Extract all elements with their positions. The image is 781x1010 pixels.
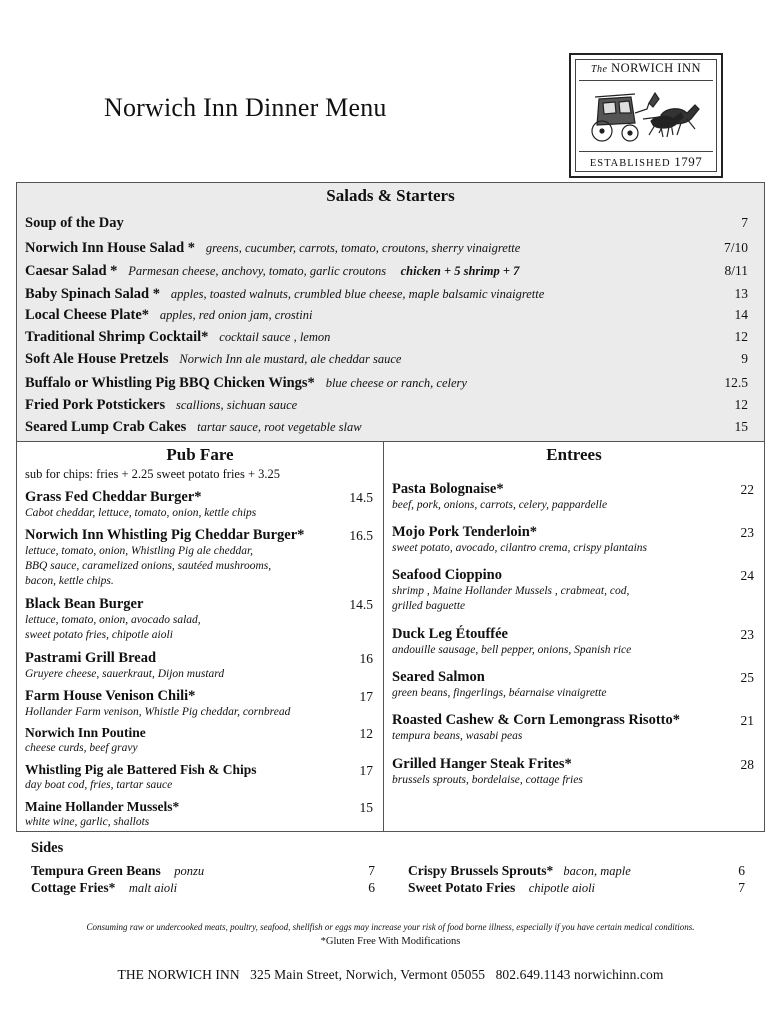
norwich-inn-logo (569, 53, 723, 178)
menu-item: Caesar Salad * Parmesan cheese, anchovy, tomato, garlic croutons chicken + 5 shrimp + 7 8/11 (25, 263, 748, 279)
side-item: Tempura Green Beans ponzu 7 (31, 863, 375, 878)
section-title-sides: Sides (31, 840, 64, 856)
section-title-starters: Salads & Starters (326, 186, 455, 205)
menu-item: Black Bean Burger 14.5 lettuce, tomato, onion, avocado salad, sweet potato fries, chipotle aioli (25, 596, 373, 641)
menu-item: Norwich Inn Whistling Pig Cheddar Burger* 16.5 lettuce, tomato, onion, Whistling Pig ale cheddar, BBQ sauce, caramelized onions, sautéed mushrooms, bacon, kettle chips. (25, 527, 373, 587)
menu-item: Roasted Cashew & Corn Lemongrass Risotto* 21 tempura beans, wasabi peas (392, 712, 754, 742)
side-item: Cottage Fries* malt aioli 6 (31, 880, 375, 895)
menu-item: Local Cheese Plate* apples, red onion jam, crostini 14 (25, 307, 748, 323)
footer-address: THE NORWICH INN 325 Main Street, Norwich, Vermont 05055 802.649.1143 norwichinn.com (117, 967, 664, 982)
menu-item: Maine Hollander Mussels* 15 white wine, garlic, shallots (25, 799, 373, 828)
menu-item: Grilled Hanger Steak Frites* 28 brussels sprouts, bordelaise, cottage fries (392, 756, 754, 786)
menu-item: Farm House Venison Chili* 17 Hollander Farm venison, Whistle Pig cheddar, cornbread (25, 688, 373, 718)
menu-item: Buffalo or Whistling Pig BBQ Chicken Wings* blue cheese or ranch, celery 12.5 (25, 375, 748, 391)
food-safety-disclaimer: Consuming raw or undercooked meats, poultry, seafood, shellfish or eggs may increase your risk of food borne illness, especially if you have certain medical conditions. (86, 922, 695, 932)
pub-fare-column (17, 442, 383, 831)
menu-item: Duck Leg Étouffée 23 andouille sausage, bell pepper, onions, Spanish rice (392, 626, 754, 656)
menu-item: Soft Ale House Pretzels Norwich Inn ale mustard, ale cheddar sauce 9 (25, 351, 748, 367)
chips-substitution: sub for chips: fries + 2.25 sweet potato fries + 3.25 (25, 467, 281, 481)
stagecoach-icon (585, 85, 707, 147)
menu-item: Seared Salmon 25 green beans, fingerlings, béarnaise vinaigrette (392, 669, 754, 699)
section-title-entrees: Entrees (546, 445, 602, 464)
menu-item: Grass Fed Cheddar Burger* 14.5 Cabot cheddar, lettuce, tomato, onion, kettle chips (25, 489, 373, 519)
menu-item: Norwich Inn Poutine 12 cheese curds, beef gravy (25, 725, 373, 754)
salads-starters-section (16, 182, 765, 442)
menu-item: Fried Pork Potstickers scallions, sichuan sauce 12 (25, 397, 748, 413)
menu-item: Pasta Bolognaise* 22 beef, pork, onions, carrots, celery, pappardelle (392, 481, 754, 511)
side-item: Crispy Brussels Sprouts* bacon, maple 6 (408, 863, 745, 878)
section-title-pub-fare: Pub Fare (166, 445, 234, 464)
menu-item: Soup of the Day 7 (25, 215, 748, 231)
menu-item: Norwich Inn House Salad * greens, cucumber, carrots, tomato, croutons, sherry vinaigrette 7/10 (25, 240, 748, 256)
logo-established: ESTABLISHED 1797 (589, 154, 703, 169)
menu-item: Whistling Pig ale Battered Fish & Chips 17 day boat cod, fries, tartar sauce (25, 762, 373, 791)
menu-item: Pastrami Grill Bread 16 Gruyere cheese, sauerkraut, Dijon mustard (25, 650, 373, 680)
entrees-column (384, 442, 764, 831)
gluten-free-note: *Gluten Free With Modifications (320, 936, 461, 947)
menu-item: Seafood Cioppino 24 shrimp , Maine Hollander Mussels , crabmeat, cod, grilled baguette (392, 567, 754, 612)
side-item: Sweet Potato Fries chipotle aioli 7 (408, 880, 745, 895)
menu-item: Seared Lump Crab Cakes tartar sauce, root vegetable slaw 15 (25, 419, 748, 435)
page-title: Norwich Inn Dinner Menu (104, 93, 387, 122)
logo-name: The NORWICH INN (591, 61, 701, 75)
menu-item: Traditional Shrimp Cocktail* cocktail sauce , lemon 12 (25, 329, 748, 345)
menu-item: Mojo Pork Tenderloin* 23 sweet potato, avocado, cilantro crema, crispy plantains (392, 524, 754, 554)
menu-item: Baby Spinach Salad * apples, toasted walnuts, crumbled blue cheese, maple balsamic vinaigrette 13 (25, 286, 748, 302)
pub-fare-entrees-section (16, 442, 765, 832)
